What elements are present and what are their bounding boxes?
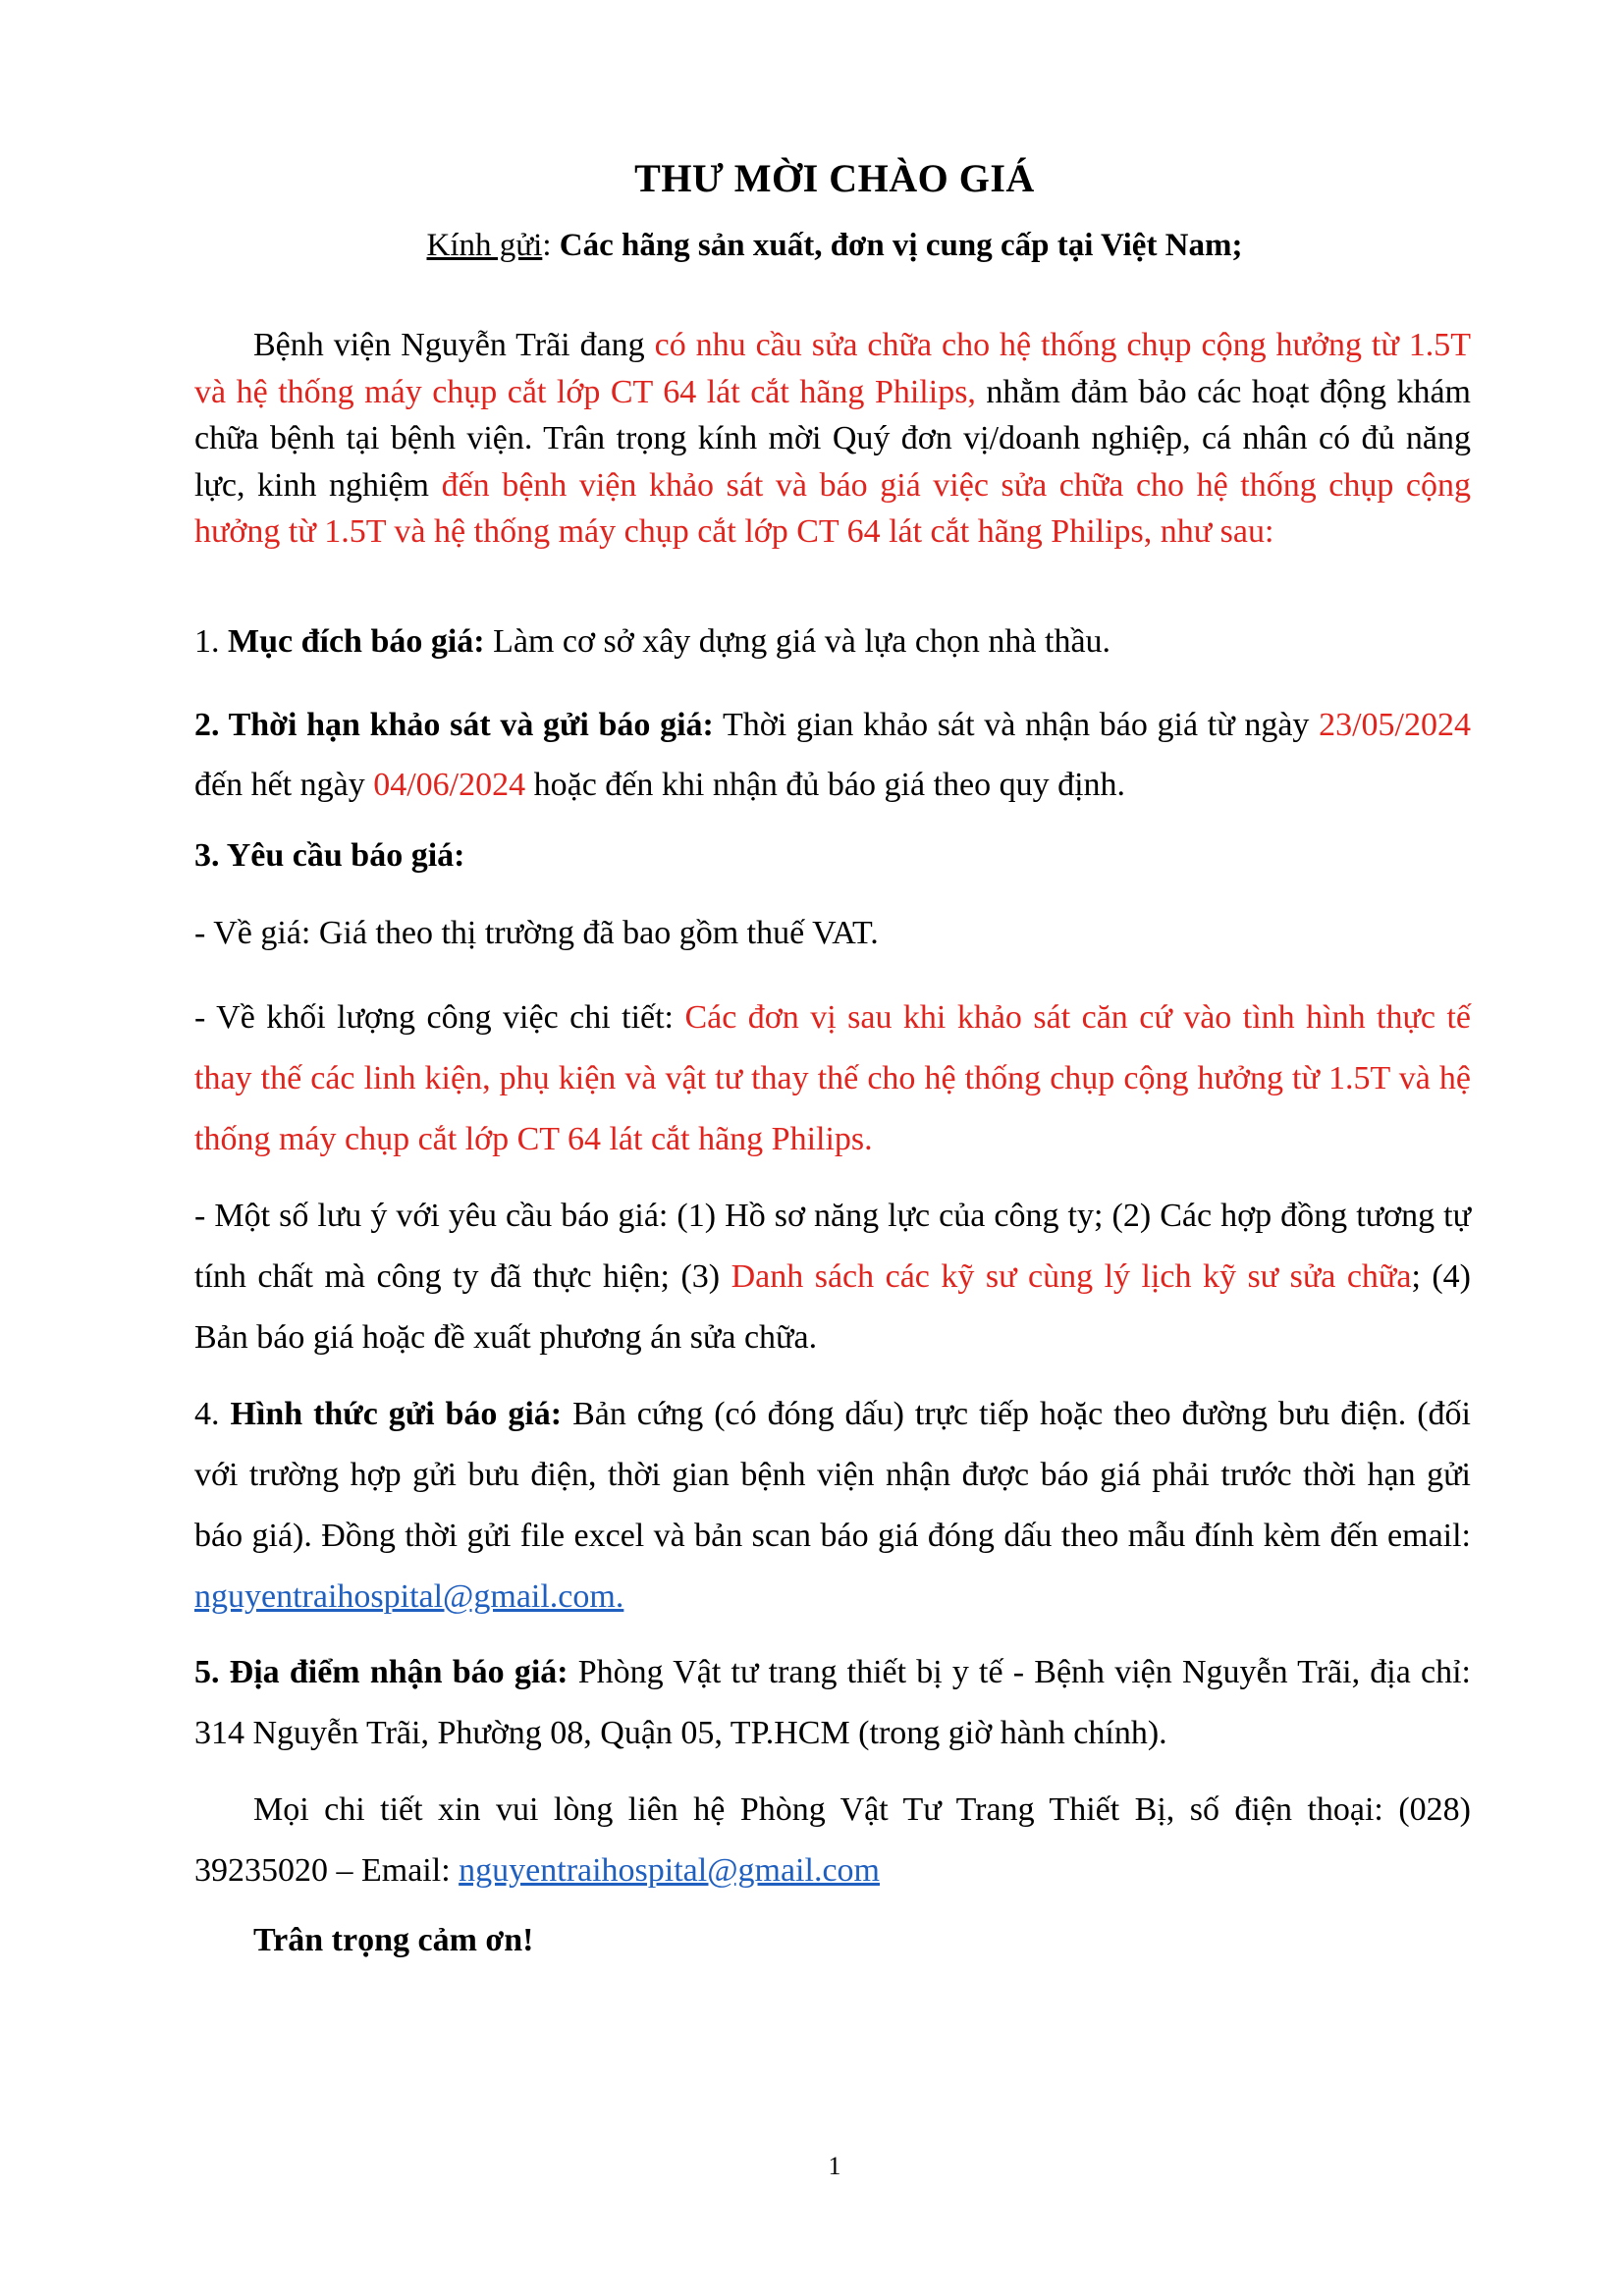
page-number: 1 xyxy=(828,2152,841,2180)
section-3-notes-item xyxy=(194,1186,1471,1368)
section-1-purpose xyxy=(194,618,1471,665)
intro-text-2: nhằm đảm bảo các hoạt động khám chữa bệnh tại bệnh viện. Trân trọng kính mời Quý đơn vị/doanh nghiệp, cá nhân có đủ năng lực, kinh nghiệm xyxy=(194,373,1471,504)
intro-text-1: Bệnh viện Nguyễn Trãi đang xyxy=(253,327,655,363)
section-2-heading: 2. Thời hạn khảo sát và gửi báo giá: xyxy=(194,707,714,743)
contact-email-link[interactable]: nguyentraihospital@gmail.com xyxy=(459,1852,880,1889)
contact-text: Mọi chi tiết xin vui lòng liên hệ Phòng Vật Tư Trang Thiết Bị, số điện thoại: (028) 39235020 – Email: xyxy=(194,1791,1471,1889)
section-2-text-3: hoặc đến khi nhận đủ báo giá theo quy định. xyxy=(525,767,1126,803)
section-5-heading: 5. Địa điểm nhận báo giá: xyxy=(194,1654,568,1690)
section-3-notes-lead: - Một số lưu ý với yêu cầu báo giá: (1) Hồ sơ năng lực của công ty; (2) Các hợp đồng tương tự tính chất mà công ty đã thực hiện; (3) xyxy=(194,1198,1471,1295)
document-title: THƯ MỜI CHÀO GIÁ xyxy=(634,156,1035,200)
section-1-dot: . xyxy=(211,623,228,660)
intro-highlight-1: có nhu cầu sửa chữa cho hệ thống chụp cộng hưởng từ 1.5T và hệ thống máy chụp cắt lớp CT 64 lát cắt hãng Philips, xyxy=(194,327,1471,410)
section-2-date-from: 23/05/2024 xyxy=(1319,707,1471,743)
section-3-heading: 3. Yêu cầu báo giá: xyxy=(194,837,465,874)
closing-line: Trân trọng cảm ơn! xyxy=(253,1922,534,1958)
section-2-deadline xyxy=(194,695,1471,815)
section-2-text-2: đến hết ngày xyxy=(194,767,374,803)
section-4-dot: . xyxy=(211,1396,231,1432)
section-3-notes-tail: ; (4) Bản báo giá hoặc đề xuất phương án sửa chữa. xyxy=(194,1258,1472,1356)
section-5-text: Phòng Vật tư trang thiết bị y tế - Bệnh viện Nguyễn Trãi, địa chỉ: 314 Nguyễn Trãi, Phường 08, Quận 05, TP.HCM (trong giờ hành chính). xyxy=(194,1654,1471,1751)
addressee-value: Các hãng sản xuất, đơn vị cung cấp tại Việt Nam; xyxy=(559,228,1243,263)
contact-paragraph xyxy=(194,1780,1471,1901)
section-3-notes-highlight: Danh sách các kỹ sư cùng lý lịch kỹ sư sửa chữa xyxy=(731,1258,1412,1295)
section-4-submission xyxy=(194,1384,1471,1628)
section-4-number: 4 xyxy=(194,1396,211,1432)
section-4-heading: Hình thức gửi báo giá: xyxy=(230,1396,563,1432)
intro-paragraph xyxy=(194,322,1471,556)
section-2-date-to: 04/06/2024 xyxy=(373,767,526,803)
section-1-text: Làm cơ sở xây dựng giá và lựa chọn nhà thầu. xyxy=(484,623,1111,660)
section-4-text: Bản cứng (có đóng dấu) trực tiếp hoặc theo đường bưu điện. (đối với trường hợp gửi bưu điện, thời gian bệnh viện nhận được báo giá phải trước thời hạn gửi báo giá). Đồng thời gửi file excel và bản scan báo giá đóng dấu theo mẫu đính kèm đến email: xyxy=(194,1396,1472,1554)
section-3-volume-item xyxy=(194,988,1471,1170)
intro-highlight-2: đến bệnh viện khảo sát và báo giá việc sửa chữa cho hệ thống chụp cộng hưởng từ 1.5T và hệ thống máy chụp cắt lớp CT 64 lát cắt hãng Philips, như sau: xyxy=(194,466,1471,550)
section-1-number: 1 xyxy=(194,623,211,660)
section-5-location xyxy=(194,1642,1471,1764)
section-3-volume-lead: - Về khối lượng công việc chi tiết: xyxy=(194,999,685,1036)
section-1-heading: Mục đích báo giá: xyxy=(228,623,485,660)
section-3-price-item: - Về giá: Giá theo thị trường đã bao gồm thuế VAT. xyxy=(194,915,879,951)
addressee-colon: : xyxy=(542,228,560,263)
section-2-text-1: Thời gian khảo sát và nhận báo giá từ ngày xyxy=(713,707,1320,743)
section-3-volume-highlight: Các đơn vị sau khi khảo sát căn cứ vào tình hình thực tế thay thế các linh kiện, phụ kiện và vật tư thay thế cho hệ thống chụp cộng hưởng từ 1.5T và hệ thống máy chụp cắt lớp CT 64 lát cắt hãng Philips. xyxy=(194,999,1471,1157)
addressee-label: Kính gửi xyxy=(426,228,543,263)
section-4-email-link[interactable]: nguyentraihospital@gmail.com. xyxy=(194,1578,624,1615)
addressee-line xyxy=(0,228,1624,264)
